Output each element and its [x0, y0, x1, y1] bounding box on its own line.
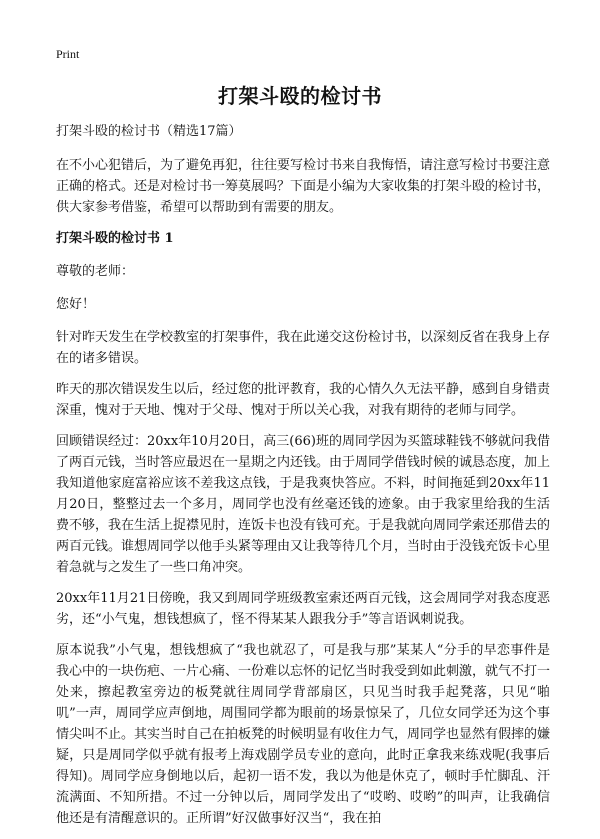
- body-paragraph-2: 昨天的那次错误发生以后，经过您的批评教育，我的心情久久无法平静，感到自身错责深重，愧对于天地、愧对于父母、愧对于所以关心我，对我有期待的老师与同学。: [56, 382, 551, 418]
- document-subtitle: 打架斗殴的检讨书（精选17篇）: [56, 124, 242, 139]
- body-paragraph-1: 针对昨天发生在学校教室的打架事件，我在此递交这份检讨书，以深刻反省在我身上存在的诸多错误。: [56, 330, 551, 366]
- section-heading: 打架斗殴的检讨书 1: [56, 231, 174, 246]
- body-paragraph-5: 原本说我”小气鬼，想钱想疯了“我也就忍了，可是我与那”某某人“分手的早恋事件是我心中的一块伤疤、一片心痛、一份难以忘怀的记忆当时我受到如此刺激，就气不打一处来，擦起教室旁边的板凳就往周同学背部扇区，只见当时我手起凳落，只见“啪叽”一声，周同学应声倒地，周围同学都为眼前的场景惊呆了，几位女同学还为这个事情尖叫不止。其实当时自己在拍板凳的时候明显有收住力气，周同学也显然有假摔的嫌疑，只是周同学似乎就有报考上海戏剧学员专业的意向，此时正拿我来练戏呢(我事后得知)。周同学应身倒地以后，起初一语不发，我以为他是休克了，顿时手忙脚乱、汗流满面、不知所措。不过一分钟以后，周同学发出了“哎哟、哎哟”的叫声，让我确信他还是有清醒意识的。正所谓”好汉做事好汉当“，我在拍: [56, 643, 551, 826]
- hello-line: 您好！: [56, 297, 96, 312]
- print-link[interactable]: Print: [56, 47, 80, 61]
- intro-paragraph: 在不小心犯错后，为了避免再犯，往往要写检讨书来自我悔悟，请注意写检讨书要注意正确的格式。还是对检讨书一筹莫展吗？下面是小编为大家收集的打架斗殴的检讨书，供大家参考借鉴，希望可以帮助到有需要的朋友。: [56, 158, 551, 215]
- body-paragraph-4: 20xx年11月21日傍晚，我又到周同学班级教室索还两百元钱，这会周同学对我态度恶劣，还“小气鬼，想钱想疯了，怪不得某某人跟我分手”等言语讽刺说我。: [56, 591, 550, 627]
- page-title: 打架斗殴的检讨书: [218, 84, 382, 108]
- greeting-line: 尊敬的老师：: [56, 264, 135, 279]
- body-paragraph-3: 回顾错误经过：20xx年10月20日，高三(66)班的周同学因为买篮球鞋钱不够就问我借了两百元钱，当时答应最迟在一星期之内还钱。由于周同学借钱时候的诚恳态度，加上我知道他家庭富裕应该不差我这点钱，于是我爽快答应。不料，时间拖延到20xx年11月20日，整整过去一个多月，周同学也没有丝毫还钱的迹象。由于我家里给我的生活费不够，我在生活上捉襟见肘，连饭卡也没有钱可充。于是我就向周同学索还那借去的两百元钱。谁想周同学以他手头紧等理由又让我等待几个月，当时由于没钱充饭卡心里着急就与之发生了一些口角冲突。: [56, 434, 551, 575]
- document-body: [56, 121, 550, 839]
